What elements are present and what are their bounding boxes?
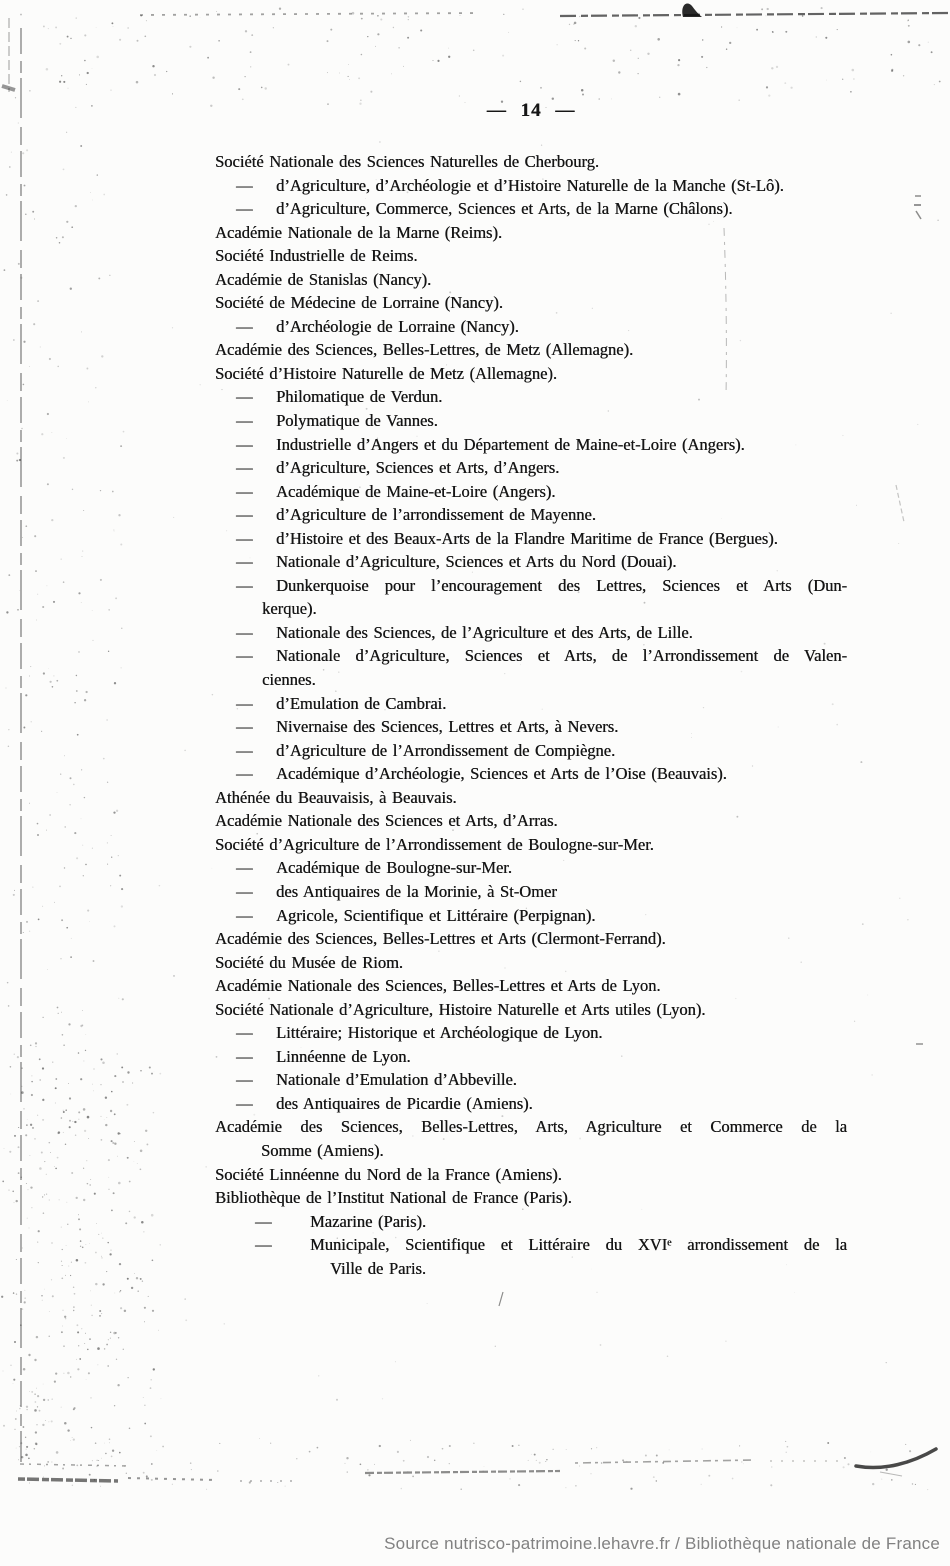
society-entry [215,550,847,574]
society-entry [215,1092,847,1116]
source-attribution: Source nutrisco-patrimoine.lehavre.fr / Bibliothèque nationale de France [384,1534,940,1553]
entry-text: d’Emulation de Cambrai. [276,693,447,713]
entry-line [215,503,847,527]
entry-continuation-line [330,1257,847,1281]
entry-text: Dunkerquoise pour l’encouragement des Lettres, Sciences et Arts (Dun- [276,575,847,595]
entry-line [215,550,847,574]
ditto-dash: — [236,175,253,195]
ditto-dash: — [236,858,253,878]
entry-text: Société de Médecine de Lorraine (Nancy). [215,293,503,313]
society-entry [215,291,847,315]
society-entry [215,880,847,904]
ditto-dash: — [236,528,253,548]
ditto-dash: — [236,764,253,784]
ditto-dash: — [236,717,253,737]
entry-text: Société Nationale d’Agriculture, Histoire Naturelle et Arts utiles (Lyon). [215,999,706,1019]
entry-line [215,291,847,315]
society-entry [215,621,847,645]
entry-line [215,150,847,174]
entry-line [215,1233,847,1257]
ditto-dash: — [236,481,253,501]
society-entry [215,527,847,551]
entry-line [215,833,847,857]
society-entry [215,268,847,292]
entry-line [215,197,847,221]
entry-line [215,244,847,268]
society-entry [215,338,847,362]
ditto-dash: — [255,1211,272,1231]
entry-text: Polymatique de Vannes. [276,411,438,431]
entry-text: Académique d’Archéologie, Sciences et Arts de l’Oise (Beauvais). [276,764,727,784]
entry-continuation-line [261,1139,847,1163]
society-entry [215,174,847,198]
entry-line [215,809,847,833]
entry-text: Nationale d’Agriculture, Sciences et Arts du Nord (Douai). [276,552,677,572]
ditto-dash: — [236,458,253,478]
society-entry [215,315,847,339]
entry-line [215,1163,847,1187]
society-entry [215,150,847,174]
ditto-dash: — [236,411,253,431]
entry-line [215,1115,847,1139]
society-entry [215,1021,847,1045]
society-entry [215,833,847,857]
entry-line [215,574,847,598]
entry-text: Ville de Paris. [330,1258,426,1278]
entry-text: Société Nationale des Sciences Naturelles de Cherbourg. [215,152,599,171]
entry-text: Mazarine (Paris). [310,1211,427,1231]
society-entry [215,221,847,245]
entry-text: Nationale d’Agriculture, Sciences et Arts, de l’Arrondissement de Valen- [276,646,847,666]
entry-text: Académie Nationale des Sciences et Arts, d’Arras. [215,811,558,831]
society-entry [215,927,847,951]
ditto-dash: — [236,905,253,925]
page-number: — 14 — [486,100,576,121]
entry-line [215,692,847,716]
entry-text: Académique de Maine-et-Loire (Angers). [276,481,556,501]
entry-text: Société d’Histoire Naturelle de Metz (Allemagne). [215,363,557,383]
entry-text: d’Agriculture, Sciences et Arts, d’Angers. [276,458,560,478]
society-entry [215,456,847,480]
entry-text: des Antiquaires de Picardie (Amiens). [276,1093,533,1113]
society-entry [215,433,847,457]
entry-text: d’Histoire et des Beaux-Arts de la Flandre Maritime de France (Bergues). [276,528,778,548]
society-entry [215,739,847,763]
entry-text: Nationale d’Emulation d’Abbeville. [276,1070,517,1090]
entry-text: Nivernaise des Sciences, Lettres et Arts, à Nevers. [276,717,619,737]
entry-text: Bibliothèque de l’Institut National de France (Paris). [215,1188,572,1208]
society-entry [215,1115,847,1162]
entry-text: Académique de Boulogne-sur-Mer. [276,858,512,878]
society-entry [215,974,847,998]
entry-line [215,221,847,245]
ditto-dash: — [236,1046,253,1066]
society-entry [215,856,847,880]
entry-text: Municipale, Scientifique et Littéraire du XVIᵉ arrondissement de la [310,1235,847,1255]
entry-text: d’Archéologie de Lorraine (Nancy). [276,316,519,336]
entry-line [215,456,847,480]
entry-line [215,1045,847,1069]
entry-line [215,856,847,880]
entry-text: Nationale des Sciences, de l’Agriculture et des Arts, de Lille. [276,622,693,642]
entry-line [215,409,847,433]
entry-line [215,739,847,763]
ditto-dash: — [236,881,253,901]
society-entry [215,951,847,975]
society-entry [215,998,847,1022]
entry-line [215,1068,847,1092]
entry-text: kerque). [262,599,317,619]
entry-line [215,338,847,362]
entry-continuation-line [262,668,847,692]
entry-text: Société du Musée de Riom. [215,952,403,972]
society-entry [215,1163,847,1187]
society-entry [215,786,847,810]
entry-line [215,268,847,292]
entry-line [215,786,847,810]
entry-text: Philomatique de Verdun. [276,387,443,407]
society-entry [215,1186,847,1210]
entry-line [215,644,847,668]
entry-text: Agricole, Scientifique et Littéraire (Perpignan). [276,905,596,925]
ditto-dash: — [236,622,253,642]
entry-text: Académie Nationale des Sciences, Belles-Lettres et Arts de Lyon. [215,976,661,996]
entry-line [215,715,847,739]
entry-text: Académie des Sciences, Belles-Lettres, Arts, Agriculture et Commerce de la [215,1117,847,1137]
entry-line [215,927,847,951]
entry-line [215,433,847,457]
entry-line [215,385,847,409]
ditto-dash: — [236,434,253,454]
entry-text: d’Agriculture, Commerce, Sciences et Arts, de la Marne (Châlons). [276,199,733,219]
entry-line [215,974,847,998]
entry-line [215,1021,847,1045]
entry-text: d’Agriculture de l’arrondissement de Mayenne. [276,505,596,525]
ditto-dash: — [236,575,253,595]
entry-text: Académie de Stanislas (Nancy). [215,269,432,289]
entry-line [215,880,847,904]
entry-line [215,174,847,198]
entry-text: Linnéenne de Lyon. [276,1046,411,1066]
entry-line [215,998,847,1022]
entry-text: Académie des Sciences, Belles-Lettres, de Metz (Allemagne). [215,340,634,360]
society-entry [215,715,847,739]
entry-line [215,480,847,504]
society-entry [215,692,847,716]
society-entry [215,574,847,621]
ditto-dash: — [236,316,253,336]
society-entry [215,385,847,409]
entry-text: d’Agriculture de l’Arrondissement de Compiègne. [276,740,616,760]
society-entry [215,480,847,504]
entry-continuation-line [262,597,847,621]
society-entry [215,1068,847,1092]
society-entry [215,809,847,833]
ditto-dash: — [236,646,253,666]
entry-text: Littéraire; Historique et Archéologique de Lyon. [276,1023,603,1043]
society-entry [215,762,847,786]
society-entry [215,503,847,527]
society-entry [215,362,847,386]
entry-line [215,621,847,645]
ditto-dash: — [255,1235,272,1255]
society-entry [215,409,847,433]
entry-line [215,1210,847,1234]
society-list [215,150,847,1280]
ditto-dash: — [236,693,253,713]
ditto-dash: — [236,1070,253,1090]
ditto-dash: — [236,740,253,760]
ditto-dash: — [236,387,253,407]
ditto-dash: — [236,199,253,219]
entry-line [215,362,847,386]
society-entry [215,197,847,221]
entry-text: Société Linnéenne du Nord de la France (Amiens). [215,1164,562,1184]
ditto-dash: — [236,1093,253,1113]
entry-line [215,1186,847,1210]
entry-text: des Antiquaires de la Morinie, à St-Omer [276,881,557,901]
entry-line [215,762,847,786]
society-entry [215,904,847,928]
society-entry [215,1045,847,1069]
entry-text: Somme (Amiens). [261,1140,384,1160]
entry-line [215,951,847,975]
entry-text: ciennes. [262,670,316,690]
entry-text: Société Industrielle de Reims. [215,246,418,266]
entry-line [215,315,847,339]
entry-text: Athénée du Beauvaisis, à Beauvais. [215,787,457,807]
entry-text: Académie Nationale de la Marne (Reims). [215,222,502,242]
society-entry [215,1233,847,1280]
entry-text: Académie des Sciences, Belles-Lettres et Arts (Clermont-Ferrand). [215,929,666,949]
ditto-dash: — [236,1023,253,1043]
ditto-dash: — [236,552,253,572]
society-entry [215,244,847,268]
entry-line [215,527,847,551]
society-entry [215,644,847,691]
entry-text: d’Agriculture, d’Archéologie et d’Histoire Naturelle de la Manche (St-Lô). [276,175,784,195]
ditto-dash: — [236,505,253,525]
entry-line [215,904,847,928]
entry-text: Société d’Agriculture de l’Arrondissement de Boulogne-sur-Mer. [215,834,654,854]
entry-line [215,1092,847,1116]
society-entry [215,1210,847,1234]
entry-text: Industrielle d’Angers et du Département de Maine-et-Loire (Angers). [276,434,745,454]
